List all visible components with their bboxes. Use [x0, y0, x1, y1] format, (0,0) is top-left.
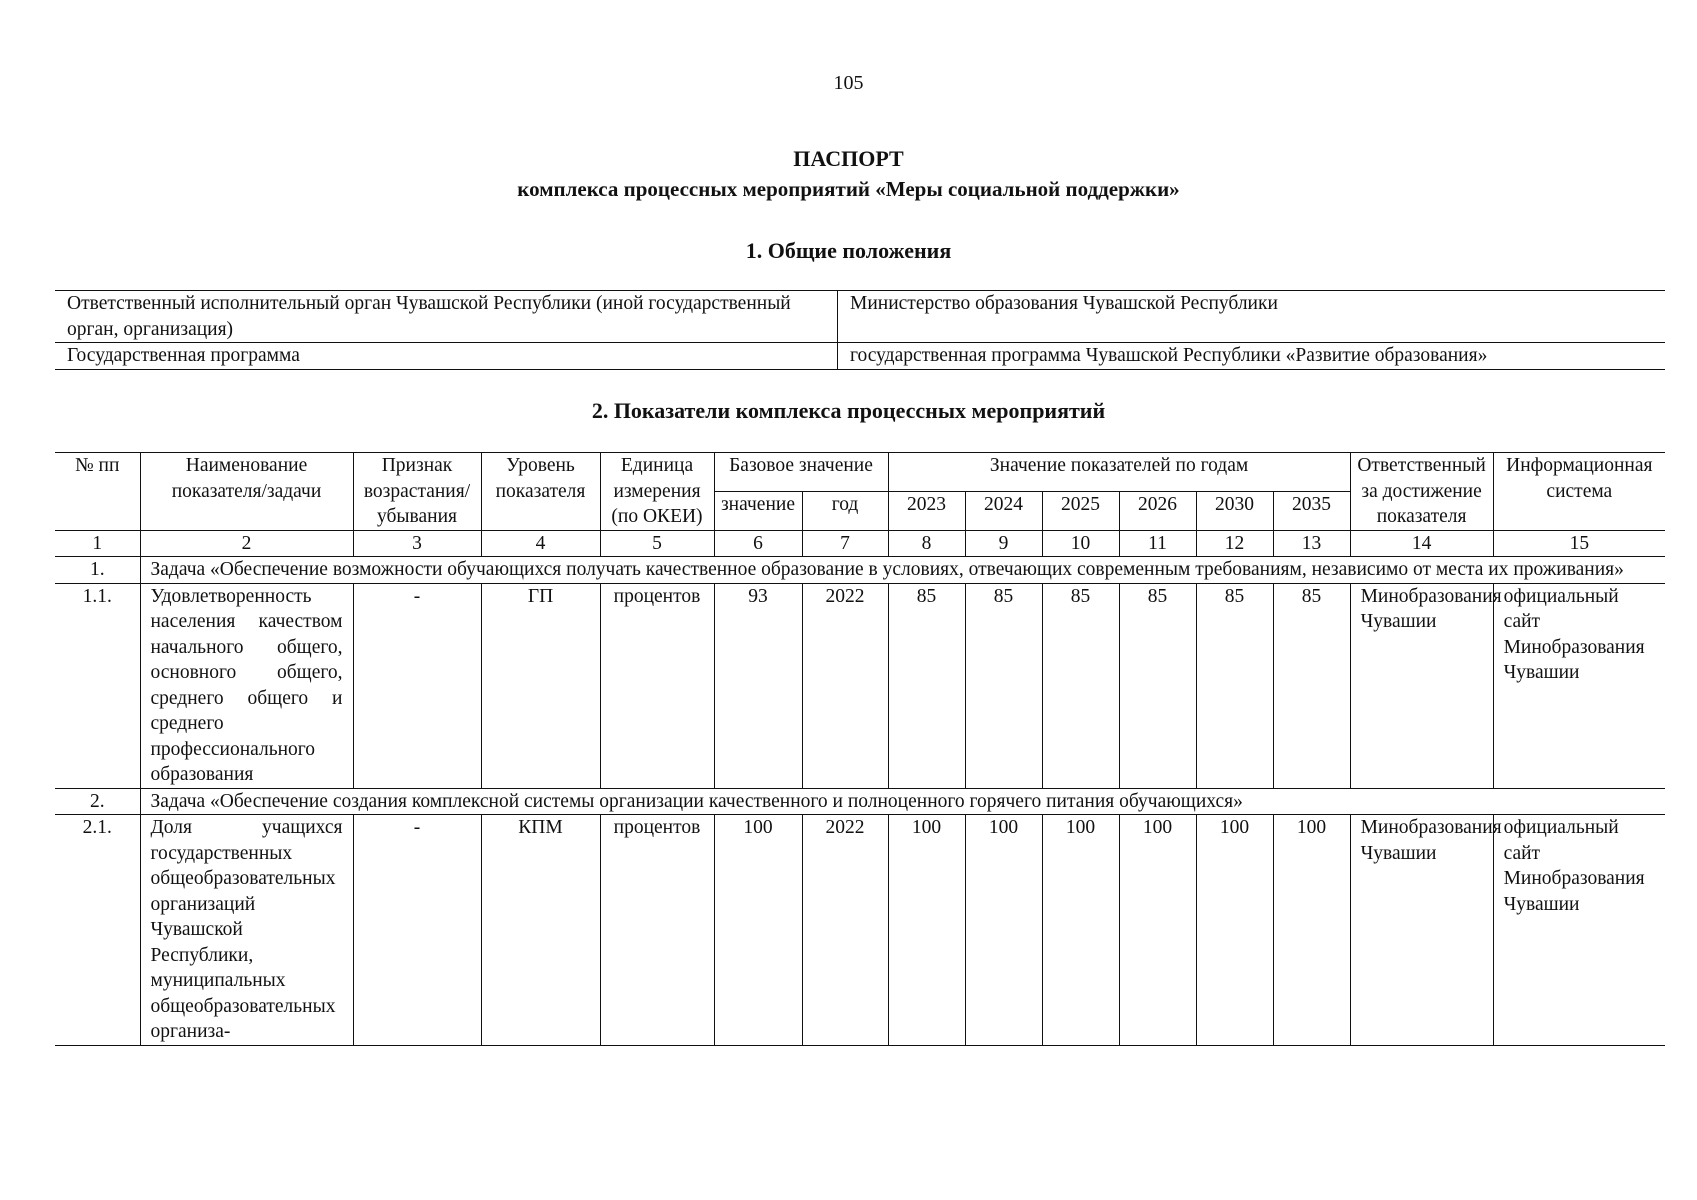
column-number: 2 — [140, 530, 353, 557]
row-number: 2.1. — [55, 815, 140, 1046]
document-title: ПАСПОРТ — [793, 146, 904, 171]
table-row — [55, 343, 1665, 370]
indicator-unit: процентов — [600, 583, 714, 788]
column-number: 1 — [55, 530, 140, 557]
column-number: 4 — [481, 530, 600, 557]
col-year-header: 2023 — [888, 491, 965, 530]
table-header-row — [55, 453, 1665, 492]
indicator-name: Доля учащихся государственных общеобразовательных организаций Чувашской Республики, муниципальных общеобразовательных организа- — [140, 815, 353, 1046]
col-level-header: Уровень показателя — [481, 453, 600, 531]
base-value: 93 — [714, 583, 802, 788]
col-unit-header: Единица измерения (по ОКЕИ) — [600, 453, 714, 531]
task-row — [55, 788, 1665, 815]
table-row — [55, 815, 1665, 1046]
col-year-header: 2025 — [1042, 491, 1119, 530]
row-number: 1.1. — [55, 583, 140, 788]
info-system: официальный сайт Минобразования Чувашии — [1493, 583, 1665, 788]
col-sign-header: Признак возрастания/убывания — [353, 453, 481, 531]
year-value: 85 — [1119, 583, 1196, 788]
year-value: 100 — [1273, 815, 1350, 1046]
table-row — [55, 583, 1665, 788]
responsible-body: Минобразования Чувашии — [1350, 815, 1493, 1046]
column-number: 12 — [1196, 530, 1273, 557]
year-value: 100 — [1119, 815, 1196, 1046]
indicator-sign: - — [353, 815, 481, 1046]
column-number: 15 — [1493, 530, 1665, 557]
column-number: 3 — [353, 530, 481, 557]
year-value: 85 — [888, 583, 965, 788]
column-numbers-row — [55, 530, 1665, 557]
column-number: 7 — [802, 530, 888, 557]
year-value: 85 — [1196, 583, 1273, 788]
program-value: государственная программа Чувашской Республики «Развитие образования» — [838, 343, 1666, 370]
table-row — [55, 291, 1665, 343]
col-base-year-header: год — [802, 491, 888, 530]
column-number: 14 — [1350, 530, 1493, 557]
col-year-header: 2030 — [1196, 491, 1273, 530]
indicator-level: ГП — [481, 583, 600, 788]
indicators-table — [55, 452, 1665, 1046]
base-year: 2022 — [802, 815, 888, 1046]
task-number: 1. — [55, 557, 140, 584]
col-info-system-header: Информационная система — [1493, 453, 1665, 531]
col-responsible-header: Ответственный за достижение показателя — [1350, 453, 1493, 531]
column-number: 10 — [1042, 530, 1119, 557]
task-row — [55, 557, 1665, 584]
section1-heading: 1. Общие положения — [745, 238, 952, 263]
column-number: 11 — [1119, 530, 1196, 557]
col-base-header: Базовое значение — [714, 453, 888, 492]
base-year: 2022 — [802, 583, 888, 788]
responsible-body-value: Министерство образования Чувашской Республики — [838, 291, 1666, 343]
col-years-header: Значение показателей по годам — [888, 453, 1350, 492]
section2-heading: 2. Показатели комплекса процессных мероприятий — [591, 398, 1106, 423]
year-value: 100 — [1196, 815, 1273, 1046]
column-number: 13 — [1273, 530, 1350, 557]
year-value: 85 — [1273, 583, 1350, 788]
task-text: Задача «Обеспечение возможности обучающихся получать качественное образование в условиях, отвечающих современным требованиям, независимо от места их проживания» — [140, 557, 1665, 584]
indicator-level: КПМ — [481, 815, 600, 1046]
indicator-sign: - — [353, 583, 481, 788]
general-provisions-table — [55, 290, 1665, 370]
indicator-name: Удовлетворенность населения качеством начального общего, основного общего, среднего общего и среднего профессионального образования — [140, 583, 353, 788]
task-text: Задача «Обеспечение создания комплексной системы организации качественного и полноценного горячего питания обучающихся» — [140, 788, 1665, 815]
responsible-body-label: Ответственный исполнительный орган Чувашской Республики (иной государственный орган, организация) — [55, 291, 838, 343]
col-name-header: Наименование показателя/задачи — [140, 453, 353, 531]
year-value: 100 — [965, 815, 1042, 1046]
column-number: 9 — [965, 530, 1042, 557]
program-label: Государственная программа — [55, 343, 838, 370]
info-system: официальный сайт Минобразования Чувашии — [1493, 815, 1665, 1046]
page-number: 105 — [833, 72, 864, 94]
year-value: 100 — [1042, 815, 1119, 1046]
col-year-header: 2035 — [1273, 491, 1350, 530]
year-value: 85 — [1042, 583, 1119, 788]
col-base-value-header: значение — [714, 491, 802, 530]
task-number: 2. — [55, 788, 140, 815]
col-num-header: № пп — [55, 453, 140, 531]
column-number: 8 — [888, 530, 965, 557]
col-year-header: 2026 — [1119, 491, 1196, 530]
year-value: 100 — [888, 815, 965, 1046]
column-number: 5 — [600, 530, 714, 557]
col-year-header: 2024 — [965, 491, 1042, 530]
column-number: 6 — [714, 530, 802, 557]
base-value: 100 — [714, 815, 802, 1046]
document-subtitle: комплекса процессных мероприятий «Меры социальной поддержки» — [517, 177, 1180, 201]
responsible-body: Минобразования Чувашии — [1350, 583, 1493, 788]
indicator-unit: процентов — [600, 815, 714, 1046]
year-value: 85 — [965, 583, 1042, 788]
